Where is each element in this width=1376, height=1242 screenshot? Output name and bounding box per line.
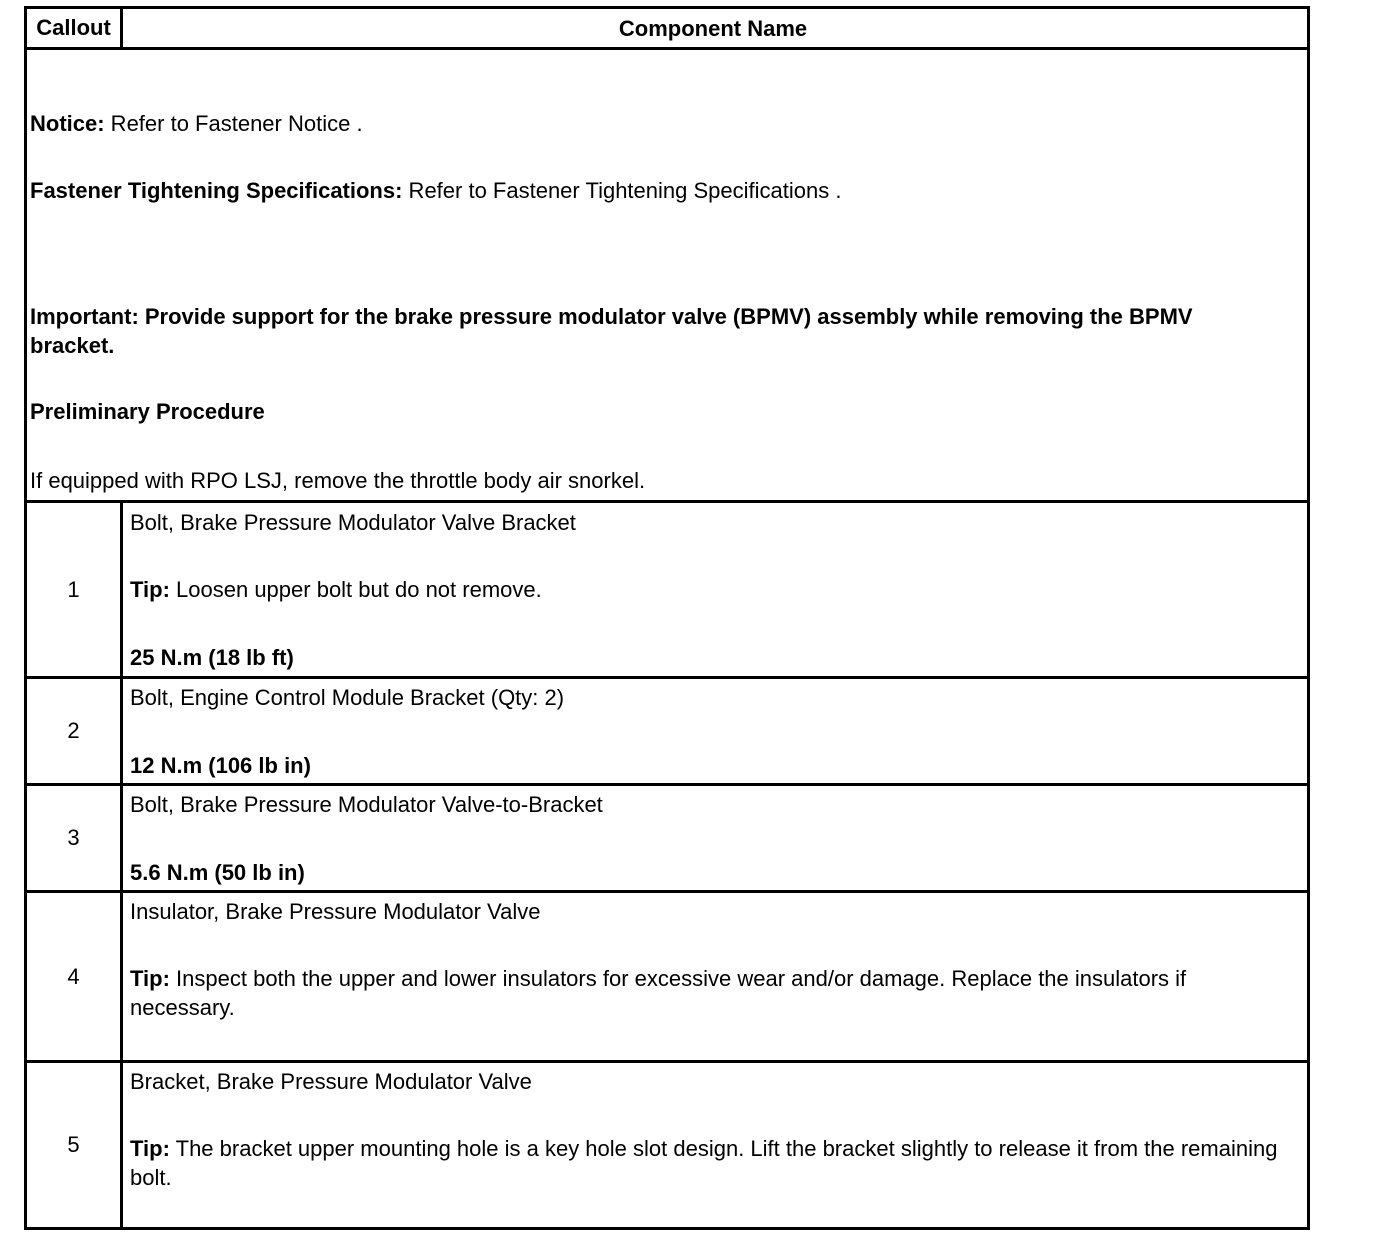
tip-label: Tip: [130, 577, 170, 602]
tip-text: Loosen upper bolt but do not remove. [169, 577, 542, 602]
important-note: Important: Provide support for the brake pressure modulator valve (BPMV) assembly while removing the BPMV bracket. [30, 304, 1193, 358]
component-table [24, 6, 1310, 1230]
table-header-row [27, 9, 1307, 47]
column-divider [120, 679, 123, 783]
table-row [27, 783, 1307, 890]
fastener-spec-link-text[interactable]: Refer to Fastener Tightening Specifications . [402, 178, 842, 203]
tip-label: Tip: [130, 1136, 170, 1161]
tip-line [130, 575, 1283, 604]
component-name: Bolt, Brake Pressure Modulator Valve Bracket [130, 510, 576, 535]
header-callout: Callout [36, 15, 111, 40]
callout-number: 2 [67, 718, 80, 743]
table-row [27, 890, 1307, 1060]
notice-label: Notice: [30, 111, 105, 136]
table-row [27, 676, 1307, 783]
fastener-spec-line [30, 176, 1283, 205]
component-cell [126, 679, 1303, 783]
table-row [27, 500, 1307, 676]
preliminary-text: If equipped with RPO LSJ, remove the throttle body air snorkel. [30, 468, 646, 493]
component-cell [126, 503, 1303, 676]
component-name: Bracket, Brake Pressure Modulator Valve [130, 1069, 532, 1094]
column-divider [120, 893, 123, 1060]
callout-number: 1 [67, 576, 80, 602]
fastener-spec-label: Fastener Tightening Specifications: [30, 178, 403, 203]
component-name: Bolt, Brake Pressure Modulator Valve-to-Bracket [130, 792, 603, 817]
tip-line [130, 964, 1283, 1022]
callout-number: 3 [67, 825, 80, 850]
tip-text: The bracket upper mounting hole is a key hole slot design. Lift the bracket slightly to release it from the remaining bolt. [130, 1136, 1278, 1190]
component-cell [126, 893, 1303, 1060]
torque-spec: 25 N.m (18 lb ft) [130, 645, 294, 670]
column-divider [120, 786, 123, 890]
callout-number: 4 [67, 963, 80, 989]
table-row [27, 1060, 1307, 1227]
component-cell [126, 786, 1303, 890]
component-cell [126, 1063, 1303, 1227]
tip-label: Tip: [130, 966, 170, 991]
callout-number: 5 [67, 1132, 80, 1157]
notice-link-text[interactable]: Refer to Fastener Notice . [104, 111, 363, 136]
tip-text: Inspect both the upper and lower insulators for excessive wear and/or damage. Replace the insulators if necessary. [130, 966, 1187, 1020]
preliminary-heading: Preliminary Procedure [30, 399, 265, 424]
intro-section [27, 47, 1307, 500]
column-divider [120, 1063, 123, 1227]
column-divider [120, 503, 123, 676]
component-name: Insulator, Brake Pressure Modulator Valve [130, 899, 541, 924]
tip-line [130, 1134, 1283, 1192]
component-name: Bolt, Engine Control Module Bracket (Qty: 2) [130, 685, 565, 710]
notice-line [30, 109, 1283, 138]
torque-spec: 5.6 N.m (50 lb in) [130, 860, 305, 885]
header-component-name: Component Name [618, 15, 808, 41]
torque-spec: 12 N.m (106 lb in) [130, 753, 311, 778]
